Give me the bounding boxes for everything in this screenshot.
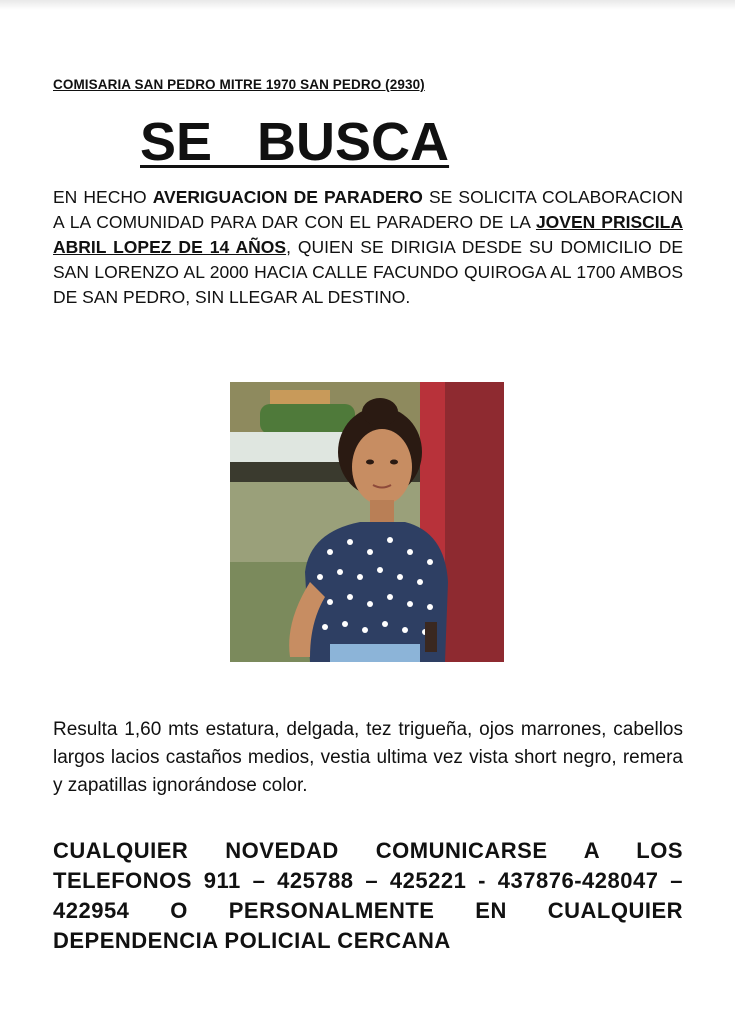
missing-person-photo bbox=[230, 382, 504, 662]
top-shadow-bar bbox=[0, 0, 735, 10]
physical-description: Resulta 1,60 mts estatura, delgada, tez trigueña, ojos marrones, cabellos largos lacios castaños medios, vestia ultima vez vista short negro, remera y zapatillas ignorándose color. bbox=[53, 719, 683, 796]
intro-paragraph bbox=[53, 185, 683, 310]
intro-missing-person-name: JOVEN PRISCILA ABRIL LOPEZ DE 14 AÑOS bbox=[53, 212, 683, 257]
intro-bold-case-type: AVERIGUACION DE PARADERO bbox=[152, 187, 423, 207]
page-title: SE BUSCA bbox=[140, 112, 450, 172]
intro-text-3: , QUIEN SE DIRIGIA DESDE SU DOMICILIO DE SAN LORENZO AL 2000 HACIA CALLE FACUNDO QUIROGA AL 1700 AMBOS DE SAN PEDRO, SIN LLEGAR AL DESTINO. bbox=[53, 237, 684, 307]
photo-illustration bbox=[230, 382, 504, 662]
contact-information: CUALQUIER NOVEDAD COMUNICARSE A LOS TELEFONOS 911 – 425788 – 425221 - 437876-428047 – 422954 O PERSONALMENTE EN CUALQUIER DEPENDENCIA POLICIAL CERCANA bbox=[53, 838, 683, 953]
intro-text-2: SE SOLICITA COLABORACION A LA COMUNIDAD PARA DAR CON EL PARADERO DE LA bbox=[53, 187, 683, 232]
intro-text-1: EN HECHO bbox=[53, 187, 153, 207]
police-station-header: COMISARIA SAN PEDRO MITRE 1970 SAN PEDRO (2930) bbox=[53, 77, 425, 92]
